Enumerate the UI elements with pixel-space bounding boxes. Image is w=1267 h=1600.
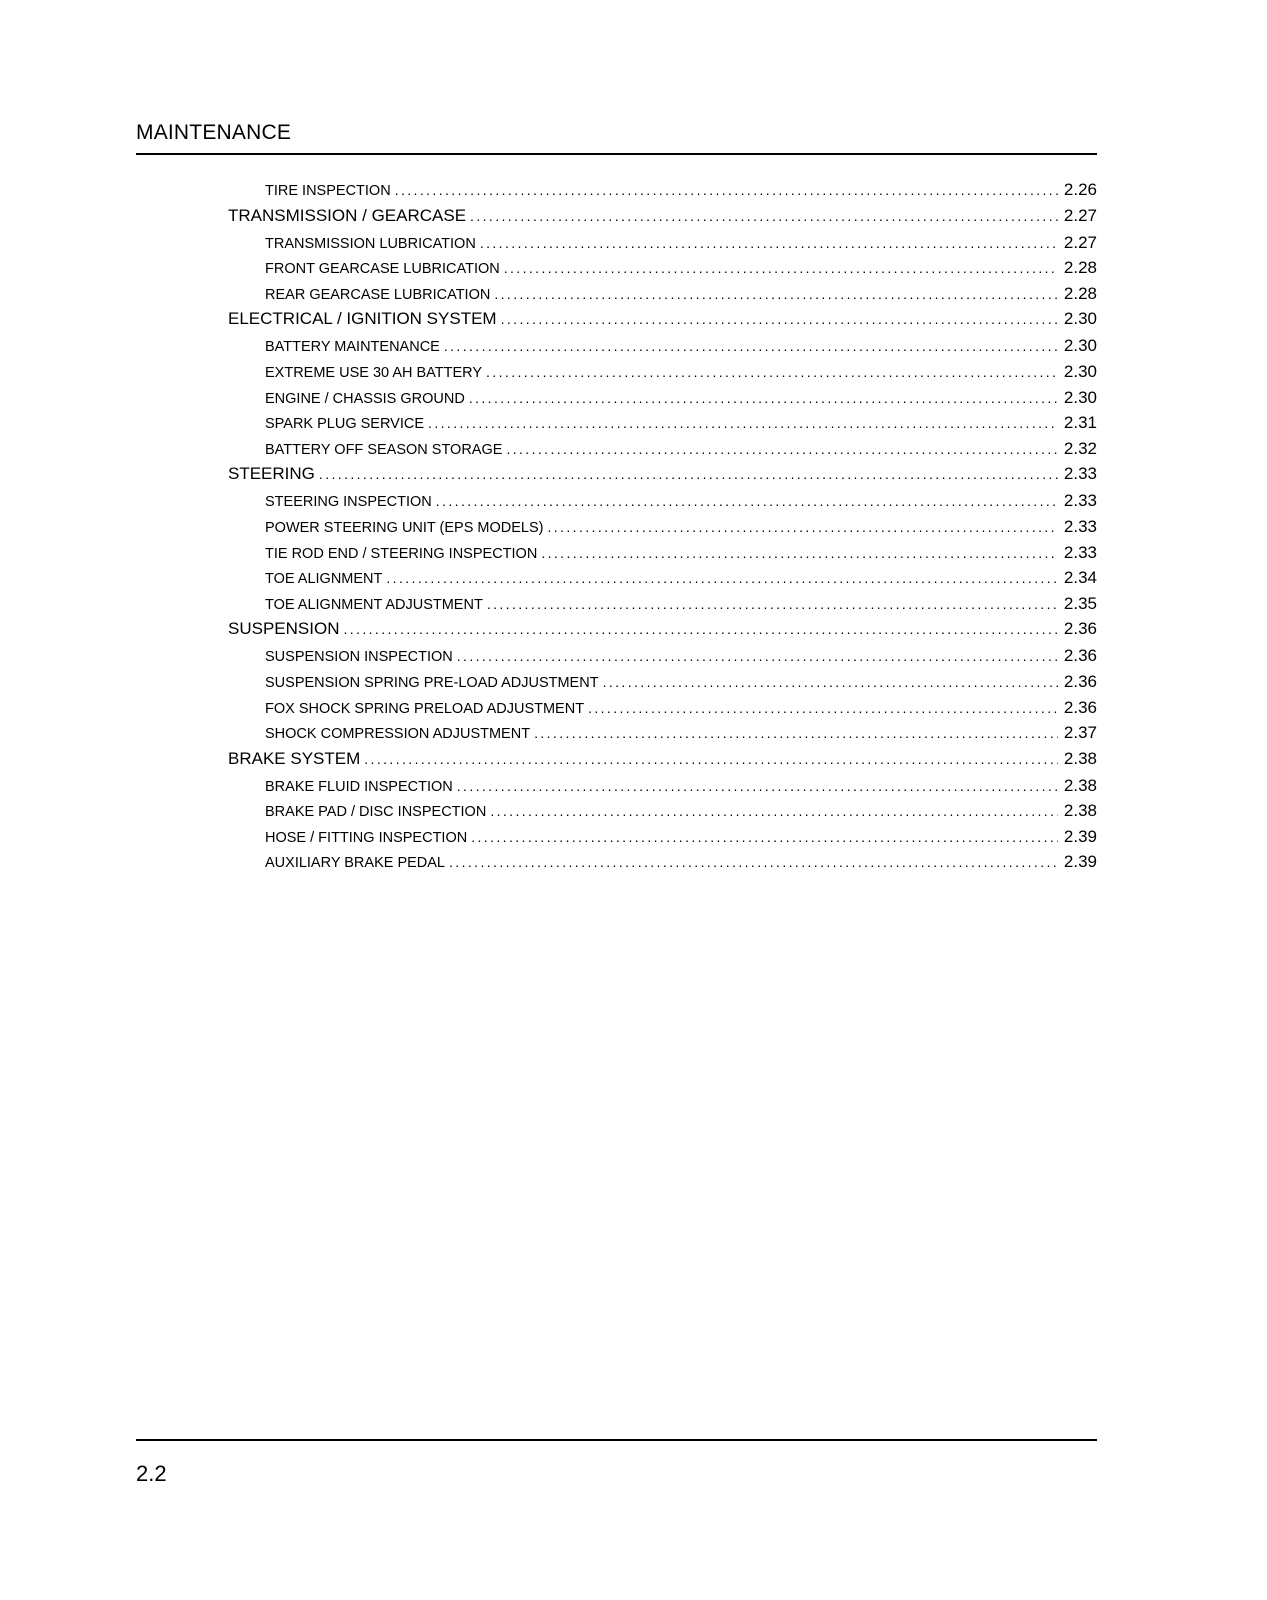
- toc-dot-leader: [449, 854, 1058, 870]
- table-of-contents: [228, 180, 1097, 878]
- toc-entry-label: TIRE INSPECTION: [265, 183, 391, 199]
- toc-dot-leader: [490, 803, 1058, 819]
- toc-entry-page: 2.35: [1063, 593, 1097, 613]
- toc-subsection-entry[interactable]: [228, 284, 1097, 310]
- toc-entry-label: EXTREME USE 30 AH BATTERY: [265, 364, 483, 381]
- toc-entry-page: 2.30: [1063, 361, 1097, 381]
- toc-entry-page: 2.30: [1063, 387, 1097, 407]
- toc-subsection-entry[interactable]: [228, 180, 1097, 206]
- toc-entry-page: 2.39: [1063, 852, 1097, 872]
- toc-entry-label: POWER STEERING UNIT (EPS MODELS): [265, 519, 544, 536]
- toc-entry-page: 2.27: [1063, 232, 1097, 252]
- toc-entry-page: 2.33: [1063, 542, 1097, 562]
- toc-entry-page: 2.38: [1063, 801, 1097, 821]
- toc-entry-page: 2.32: [1063, 438, 1097, 458]
- toc-subsection-entry[interactable]: [228, 413, 1097, 439]
- toc-dot-leader: [343, 621, 1058, 637]
- toc-subsection-entry[interactable]: [228, 568, 1097, 594]
- toc-entry-label: ELECTRICAL / IGNITION SYSTEM: [228, 309, 497, 329]
- footer-page-number: 2.2: [136, 1461, 167, 1486]
- toc-dot-leader: [457, 778, 1058, 794]
- toc-subsection-entry[interactable]: [228, 388, 1097, 414]
- toc-dot-leader: [603, 674, 1058, 690]
- toc-entry-page: 2.27: [1063, 205, 1097, 225]
- toc-entry-label: SUSPENSION INSPECTION: [265, 649, 453, 666]
- toc-subsection-entry[interactable]: [228, 517, 1097, 543]
- toc-subsection-entry[interactable]: [228, 646, 1097, 672]
- toc-subsection-entry[interactable]: [228, 776, 1097, 802]
- toc-entry-page: 2.36: [1063, 646, 1097, 666]
- toc-entry-label: SUSPENSION: [228, 619, 340, 639]
- toc-entry-page: 2.39: [1063, 826, 1097, 846]
- toc-dot-leader: [319, 466, 1058, 482]
- toc-subsection-entry[interactable]: [228, 698, 1097, 724]
- footer-rule: [136, 1439, 1097, 1441]
- toc-entry-label: ENGINE / CHASSIS GROUND: [265, 390, 465, 407]
- toc-entry-label: BRAKE PAD / DISC INSPECTION: [265, 804, 487, 821]
- toc-dot-leader: [471, 829, 1058, 845]
- toc-entry-page: 2.38: [1063, 748, 1097, 768]
- toc-entry-label: SPARK PLUG SERVICE: [265, 416, 425, 433]
- toc-entry-label: AUXILIARY BRAKE PEDAL: [265, 855, 445, 872]
- toc-dot-leader: [588, 700, 1058, 716]
- toc-subsection-entry[interactable]: [228, 336, 1097, 362]
- toc-section-entry[interactable]: [228, 464, 1097, 491]
- toc-entry-page: 2.38: [1063, 775, 1097, 795]
- toc-dot-leader: [486, 364, 1058, 380]
- toc-entry-label: BATTERY OFF SEASON STORAGE: [265, 441, 503, 458]
- toc-dot-leader: [457, 648, 1058, 664]
- toc-entry-page: 2.37: [1063, 723, 1097, 743]
- toc-dot-leader: [436, 493, 1058, 509]
- toc-entry-page: 2.28: [1063, 283, 1097, 303]
- toc-entry-label: FRONT GEARCASE LUBRICATION: [265, 261, 500, 278]
- toc-entry-label: BRAKE SYSTEM: [228, 748, 361, 768]
- toc-dot-leader: [470, 208, 1058, 224]
- toc-entry-label: TOE ALIGNMENT: [265, 571, 383, 588]
- toc-entry-label: TIE ROD END / STEERING INSPECTION: [265, 545, 538, 562]
- toc-subsection-entry[interactable]: [228, 491, 1097, 517]
- toc-entry-page: 2.36: [1063, 671, 1097, 691]
- page-header-title: MAINTENANCE: [136, 121, 292, 144]
- toc-subsection-entry[interactable]: [228, 723, 1097, 749]
- toc-dot-leader: [480, 235, 1058, 251]
- toc-subsection-entry[interactable]: [228, 543, 1097, 569]
- toc-dot-leader: [534, 725, 1058, 741]
- toc-dot-leader: [386, 570, 1058, 586]
- toc-dot-leader: [469, 390, 1058, 406]
- toc-entry-page: 2.36: [1063, 697, 1097, 717]
- toc-entry-label: FOX SHOCK SPRING PRELOAD ADJUSTMENT: [265, 700, 585, 717]
- toc-entry-label: SHOCK COMPRESSION ADJUSTMENT: [265, 726, 531, 743]
- toc-dot-leader: [506, 441, 1058, 457]
- toc-dot-leader: [444, 338, 1058, 354]
- toc-dot-leader: [487, 596, 1058, 612]
- toc-entry-label: REAR GEARCASE LUBRICATION: [265, 286, 491, 303]
- toc-section-entry[interactable]: [228, 749, 1097, 776]
- toc-subsection-entry[interactable]: [228, 827, 1097, 853]
- toc-entry-label: TRANSMISSION / GEARCASE: [228, 205, 467, 225]
- toc-dot-leader: [428, 415, 1058, 431]
- toc-entry-page: 2.26: [1063, 180, 1097, 199]
- toc-dot-leader: [504, 260, 1058, 276]
- toc-subsection-entry[interactable]: [228, 852, 1097, 878]
- toc-section-entry[interactable]: [228, 619, 1097, 646]
- toc-entry-page: 2.28: [1063, 258, 1097, 278]
- toc-dot-leader: [494, 286, 1058, 302]
- toc-entry-page: 2.34: [1063, 568, 1097, 588]
- toc-subsection-entry[interactable]: [228, 801, 1097, 827]
- toc-dot-leader: [548, 519, 1059, 535]
- toc-subsection-entry[interactable]: [228, 362, 1097, 388]
- toc-dot-leader: [364, 751, 1058, 767]
- toc-entry-label: SUSPENSION SPRING PRE-LOAD ADJUSTMENT: [265, 674, 599, 691]
- toc-entry-page: 2.33: [1063, 516, 1097, 536]
- toc-subsection-entry[interactable]: [228, 233, 1097, 259]
- toc-entry-label: STEERING: [228, 464, 315, 484]
- toc-entry-page: 2.31: [1063, 413, 1097, 433]
- toc-entry-page: 2.30: [1063, 309, 1097, 329]
- toc-section-entry[interactable]: [228, 206, 1097, 233]
- toc-subsection-entry[interactable]: [228, 594, 1097, 620]
- toc-entry-page: 2.33: [1063, 491, 1097, 511]
- toc-entry-label: TOE ALIGNMENT ADJUSTMENT: [265, 596, 483, 613]
- toc-subsection-entry[interactable]: [228, 439, 1097, 465]
- toc-entry-label: BATTERY MAINTENANCE: [265, 339, 440, 356]
- toc-subsection-entry[interactable]: [228, 258, 1097, 284]
- toc-entry-label: TRANSMISSION LUBRICATION: [265, 235, 476, 252]
- toc-section-entry[interactable]: [228, 309, 1097, 336]
- header-rule: [136, 153, 1097, 155]
- toc-dot-leader: [541, 545, 1058, 561]
- toc-dot-leader: [501, 311, 1058, 327]
- toc-entry-label: STEERING INSPECTION: [265, 494, 432, 511]
- toc-entry-label: HOSE / FITTING INSPECTION: [265, 829, 468, 846]
- toc-subsection-entry[interactable]: [228, 672, 1097, 698]
- toc-entry-page: 2.36: [1063, 619, 1097, 639]
- toc-entry-page: 2.30: [1063, 336, 1097, 356]
- toc-entry-label: BRAKE FLUID INSPECTION: [265, 778, 453, 795]
- toc-dot-leader: [395, 182, 1058, 198]
- toc-entry-page: 2.33: [1063, 464, 1097, 484]
